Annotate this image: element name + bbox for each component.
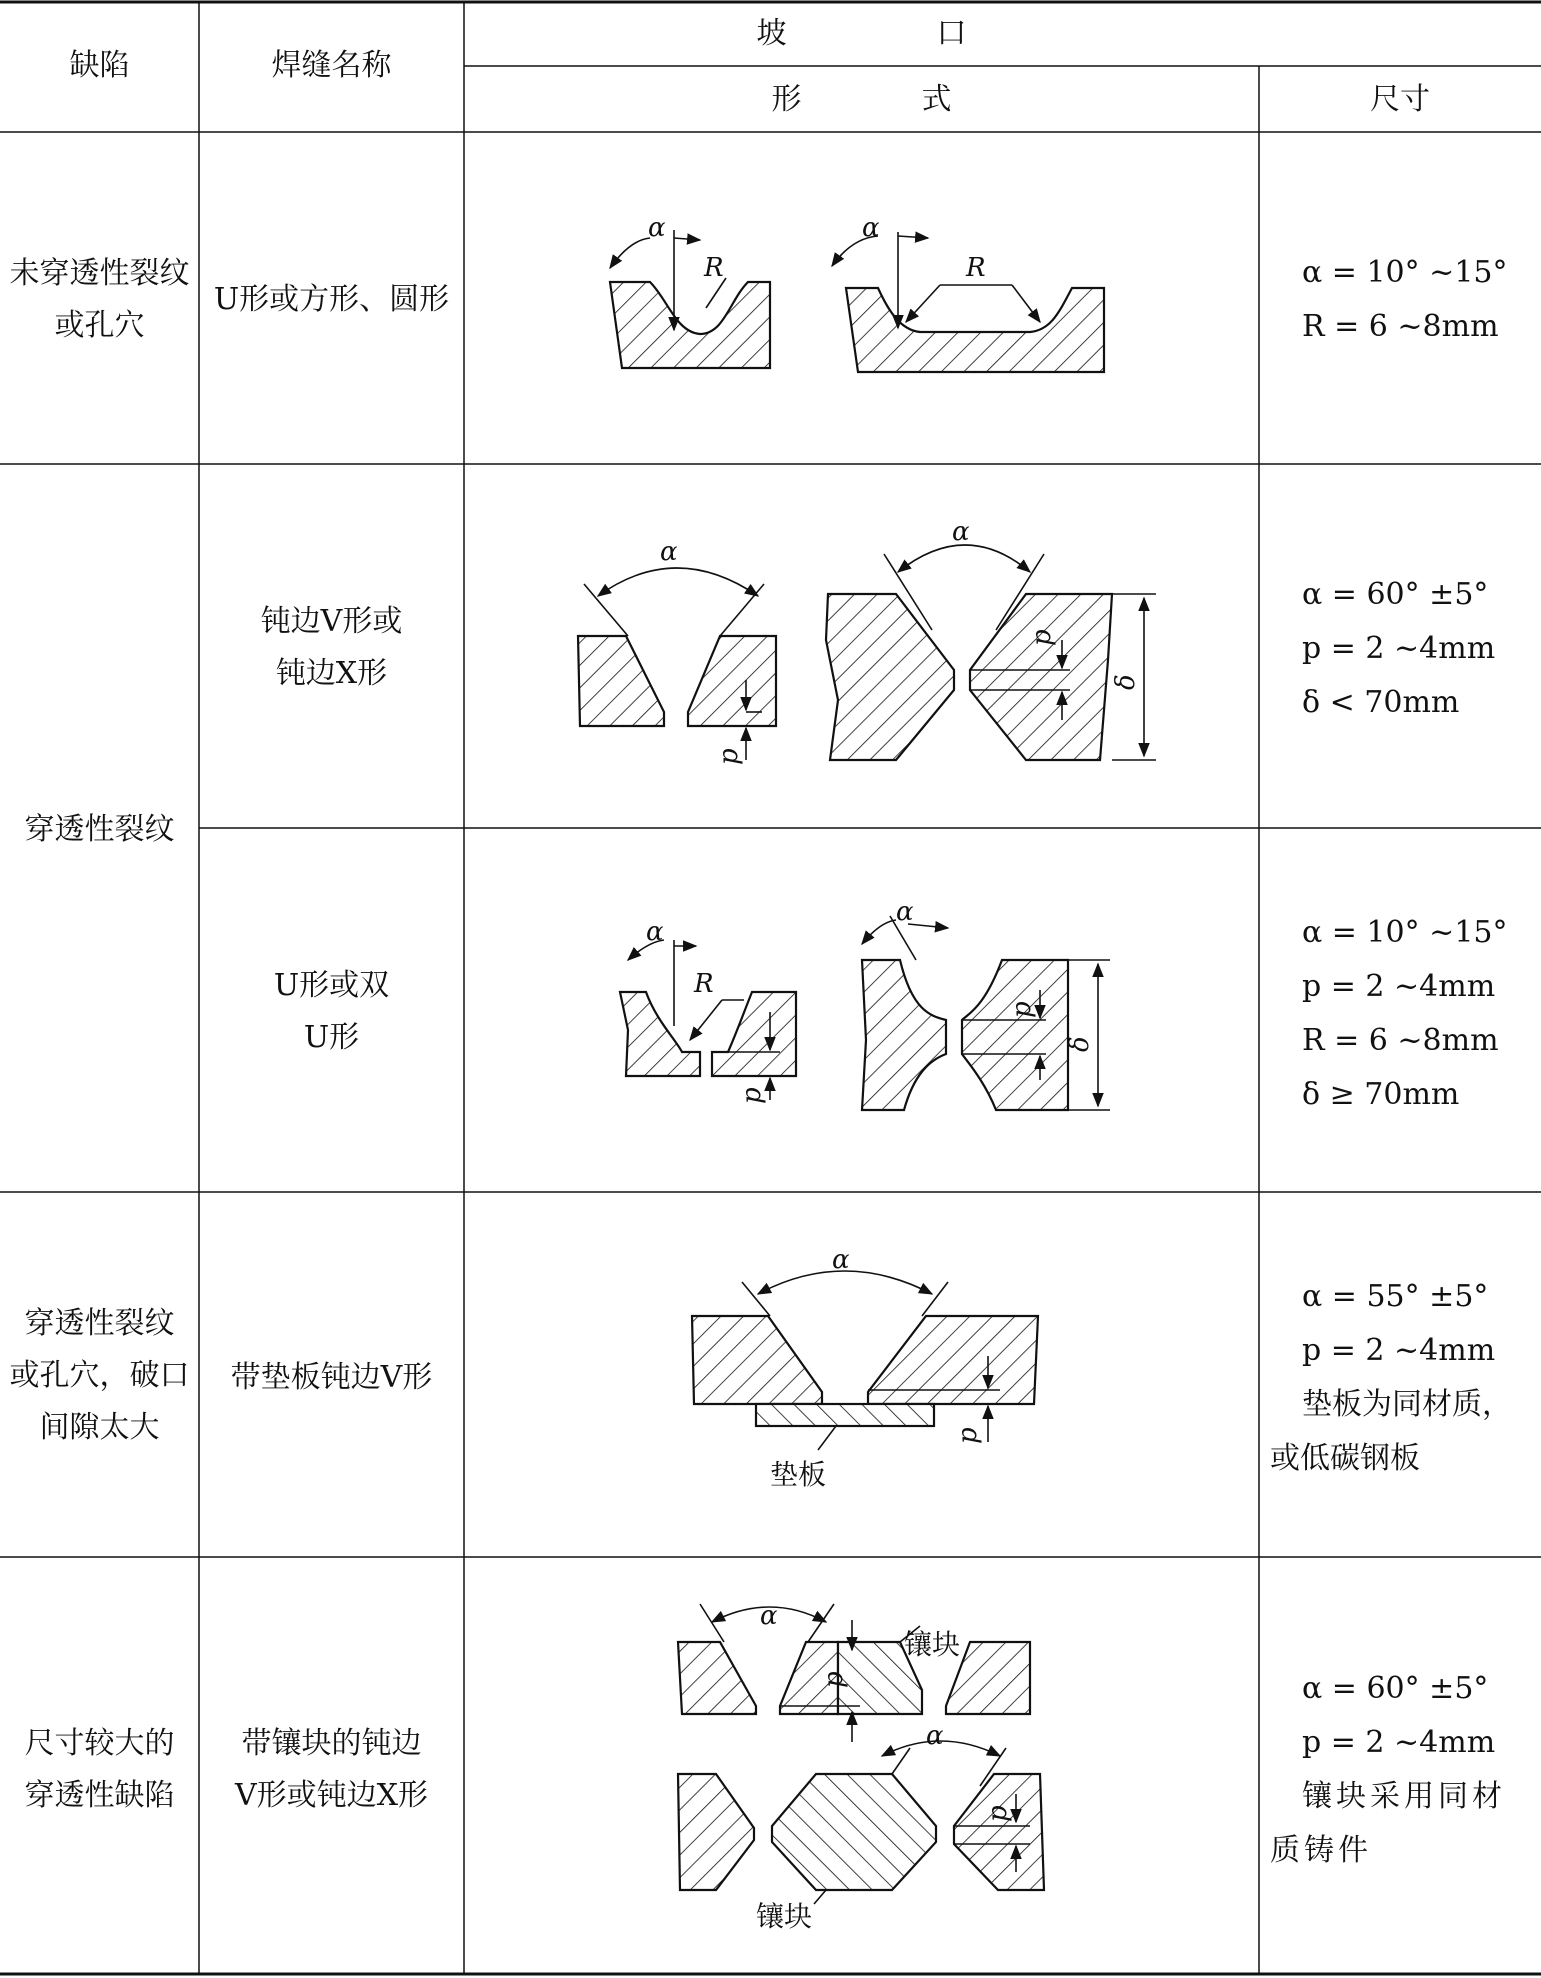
p-label: p [737, 1087, 767, 1104]
alpha-label: α [952, 517, 970, 547]
backing-plate-v-groove-diagram [692, 1316, 1038, 1426]
p-label: p [1007, 1001, 1037, 1018]
row4-note: 垫板为同材质，或低碳钢板 [1270, 1387, 1512, 1476]
row3-sizes: α = 10° ~15° p = 2 ~4mm R = 6 ~8mm δ ≥ 70mm [1302, 915, 1508, 1112]
r-label: R [704, 253, 724, 283]
row5-weld-name: 带镶块的钝边 V形或钝边X形 [234, 1726, 429, 1813]
u-groove-diagram [610, 282, 1104, 372]
row1-weld-name: U形或方形、圆形 [213, 282, 450, 317]
row5-defect: 尺寸较大的 穿透性缺陷 [24, 1726, 175, 1813]
v-groove-diagram [578, 594, 1112, 760]
header-size: 尺寸 [1370, 82, 1430, 117]
header-groove: 坡 口 [756, 16, 967, 51]
alpha-label: α [832, 1245, 850, 1275]
row4-sizes: α = 55° ±5° p = 2 ~4mm [1302, 1279, 1496, 1368]
p-label: p [983, 1805, 1013, 1822]
p-label: p [953, 1427, 983, 1444]
alpha-label: α [660, 537, 678, 567]
row4-weld-name: 带垫板钝边V形 [230, 1360, 433, 1395]
insert-v-groove-diagram [678, 1642, 1044, 1890]
double-u-groove-diagram [620, 960, 1068, 1110]
insert-label: 镶块 [904, 1628, 961, 1661]
row4-defect: 穿透性裂纹 或孔穴，破口 间隙太大 [9, 1306, 190, 1445]
p-label: p [819, 1671, 849, 1688]
insert-label: 镶块 [756, 1900, 813, 1933]
alpha-label: α [760, 1601, 778, 1631]
row1-sizes: α = 10° ~15° R = 6 ~8mm [1302, 255, 1508, 344]
backing-plate-label: 垫板 [770, 1458, 827, 1491]
header-weld-name: 焊缝名称 [271, 48, 392, 83]
row1-defect: 未穿透性裂纹 或孔穴 [9, 256, 190, 343]
row5-note: 镶块采用同材质铸件 [1270, 1779, 1506, 1868]
r-label: R [694, 969, 714, 999]
p-label: p [1027, 629, 1057, 646]
alpha-label: α [896, 897, 914, 927]
r-label: R [966, 253, 986, 283]
header-form: 形 式 [771, 82, 952, 117]
alpha-label: α [646, 917, 664, 947]
alpha-label: α [648, 213, 666, 243]
header-defect: 缺陷 [69, 48, 130, 83]
row5-sizes: α = 60° ±5° p = 2 ~4mm [1302, 1671, 1496, 1760]
row2-weld-name: 钝边V形或 钝边X形 [260, 604, 403, 691]
alpha-label: α [926, 1721, 944, 1751]
delta-label: δ [1065, 1036, 1095, 1052]
row3-weld-name: U形或双 U形 [273, 968, 390, 1055]
p-label: p [714, 748, 744, 765]
alpha-label: α [862, 213, 880, 243]
row2-defect: 穿透性裂纹 [24, 812, 175, 847]
row2-sizes: α = 60° ±5° p = 2 ~4mm δ < 70mm [1302, 577, 1496, 720]
delta-label: δ [1111, 674, 1141, 690]
